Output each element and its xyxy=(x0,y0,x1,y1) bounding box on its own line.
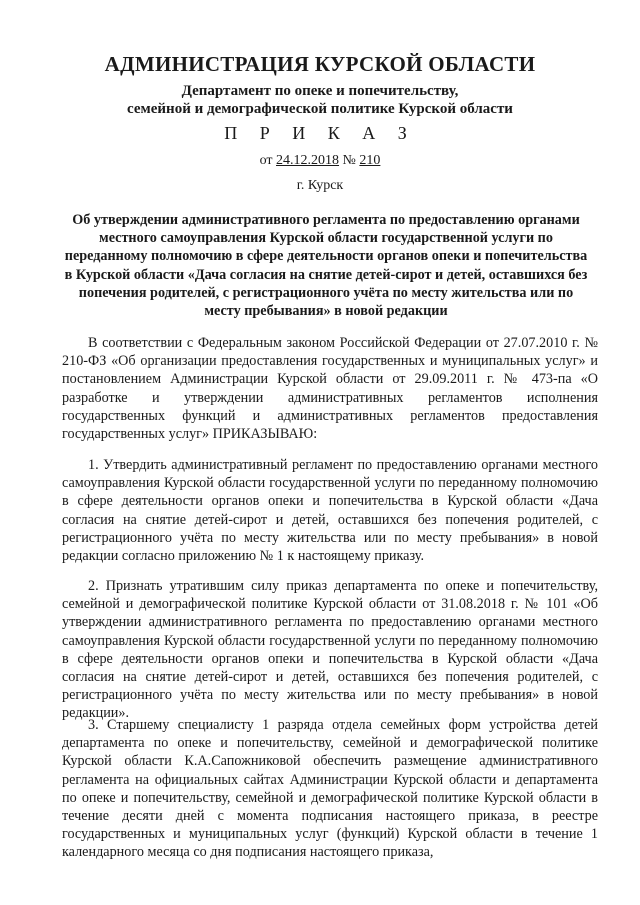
number-sign: № xyxy=(342,153,356,168)
department-line-1: Департамент по опеке и попечительству, xyxy=(181,83,459,99)
department-line-2: семейной и демографической политике Курской области xyxy=(127,101,513,117)
document-type: П Р И К А З xyxy=(224,123,416,143)
document-number: 210 xyxy=(359,153,381,168)
order-item-3: 3. Старшему специалисту 1 разряда отдела семейных форм устройства детей департамента по опеке и попечительству, семейной и демографической политике Курской области К.А.Сапожниковой обеспечить размещение административного регламента на официальных сайтах Администрации Курской области и департамента по опеке и попечительству, семейной и демографической политике Курской области в течение десяти дней с момента подписания настоящего приказа, в реестре государственных и муниципальных услуг (функций) Курской области в течение 1 календарного месяца со дня подписания настоящего приказа, xyxy=(62,717,598,861)
preamble-paragraph: В соответствии с Федеральным законом Российской Федерации от 27.07.2010 г. № 210-ФЗ «Об организации предоставления государственных и муниципальных услуг» и постановлением Администрации Курской области от 29.09.2011 г. № 473-па «О разработке и утверждении административных регламентов исполнения государственных функций и административных регламентов предоставления государственных услуг» ПРИКАЗЫВАЮ: xyxy=(62,335,598,443)
document-title: Об утверждении административного регламента по предоставлению органами местного самоуправления Курской области государственной услуги по переданному полномочию в сфере деятельности органов опеки и попечительства в Курской области «Дача согласия на снятие детей-сирот и детей, оставшихся без попечения родителей, с регистрационного учёта по месту жительства или по месту пребывания» в новой редакции xyxy=(64,212,588,320)
order-item-2: 2. Признать утратившим силу приказ департамента по опеке и попечительству, семейной и демографической политике Курской области от 31.08.2018 г. № 101 «Об утверждении административного регламента по предоставлению органами местного самоуправления Курской области государственной услуги по переданному полномочию в сфере деятельности органов опеки и попечительства в Курской области «Дача согласия на снятие детей-сирот и детей, оставшихся без попечения родителей, с регистрационного учёта по месту жительства или по месту пребывания» в новой редакции». xyxy=(62,578,598,722)
city-line: г. Курск xyxy=(296,178,344,193)
date-prefix: от xyxy=(259,153,273,168)
department-heading xyxy=(0,82,640,118)
organization-heading: АДМИНИСТРАЦИЯ КУРСКОЙ ОБЛАСТИ xyxy=(104,52,536,76)
document-date: 24.12.2018 xyxy=(276,153,340,168)
order-item-1: 1. Утвердить административный регламент по предоставлению органами местного самоуправления Курской области государственной услуги по переданному полномочию в сфере деятельности органов опеки и попечительства в Курской области «Дача согласия на снятие детей-сирот и детей, оставшихся без попечения родителей, с регистрационного учёта по месту жительства или по месту пребывания» в новой редакции согласно приложению № 1 к настоящему приказу. xyxy=(62,457,598,565)
date-number-line xyxy=(0,153,640,169)
